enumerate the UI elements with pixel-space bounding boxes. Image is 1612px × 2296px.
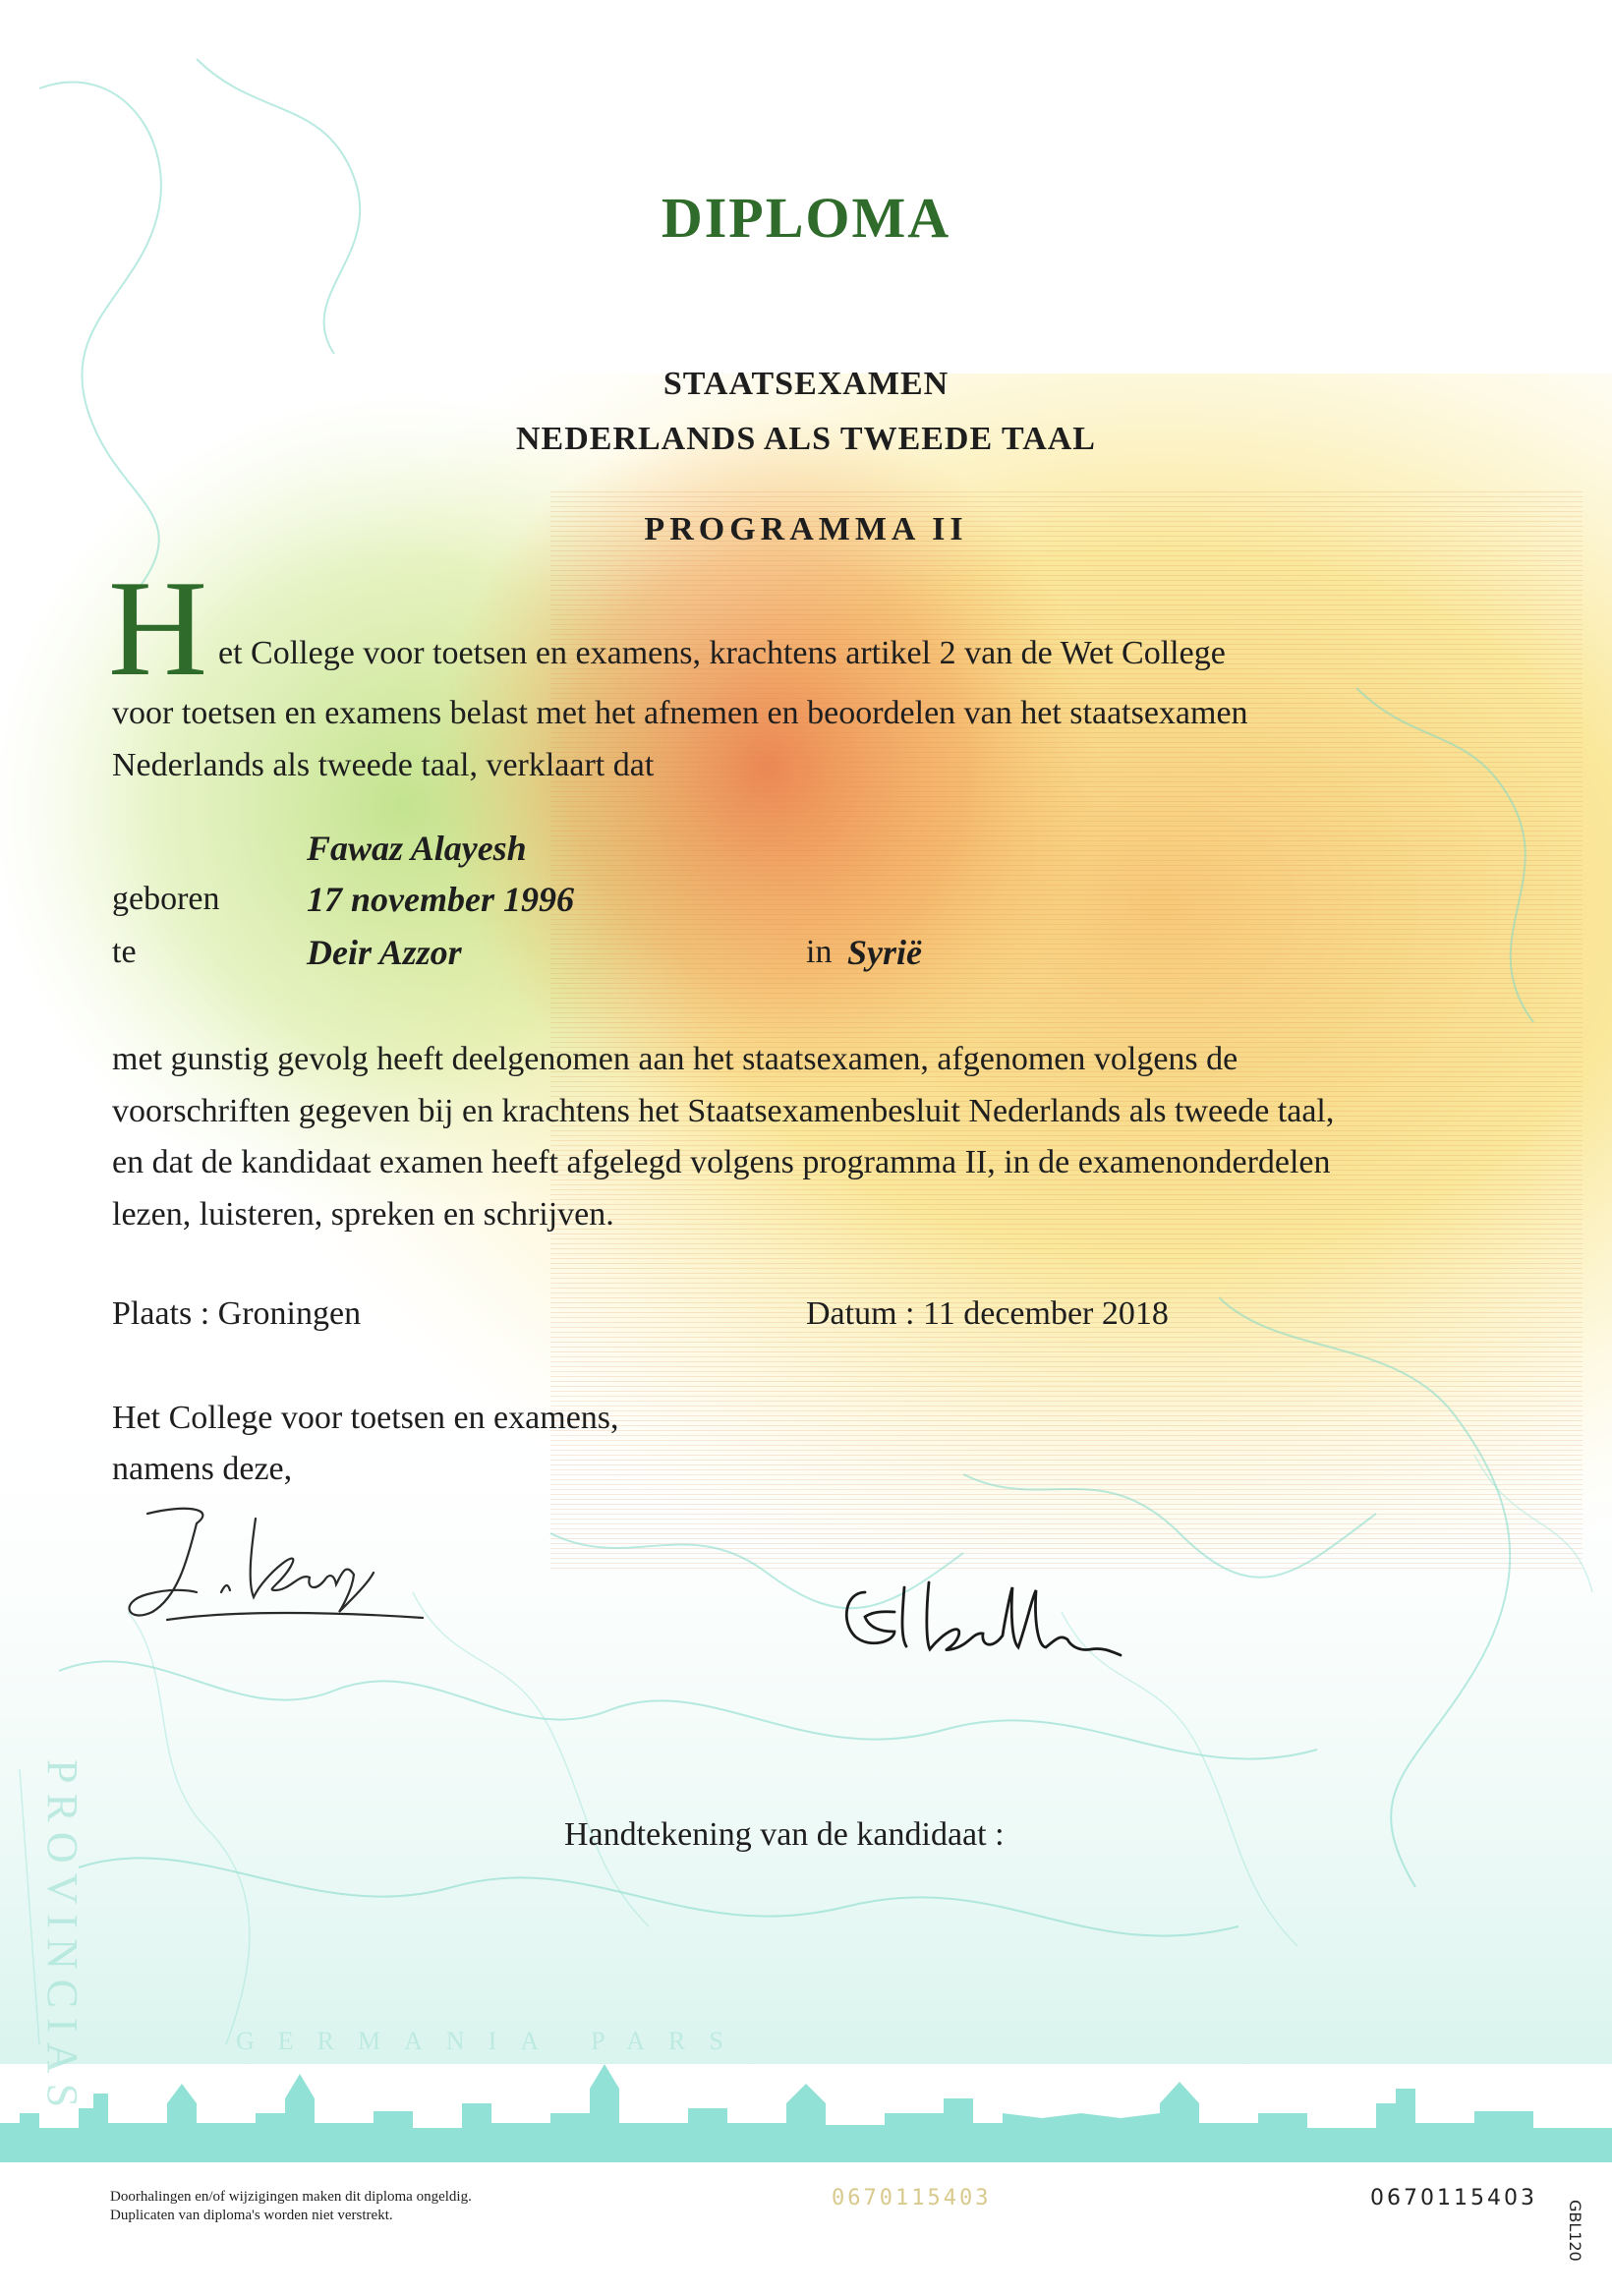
drop-cap-initial: H: [108, 552, 208, 705]
birth-date: 17 november 1996: [307, 880, 574, 919]
serial-number-security: 0670115403: [832, 2186, 992, 2210]
footer-note-line-1: Doorhalingen en/of wijzigingen maken dit diploma ongeldig.: [110, 2189, 472, 2205]
result-line-2: voorschriften gegeven bij en krachtens het Staatsexamenbesluit Nederlands als tweede taal,: [112, 1092, 1335, 1129]
result-line-3: en dat de kandidaat examen heeft afgelegd volgens programma II, in de examenonderdelen: [112, 1144, 1331, 1180]
candidate-name: Fawaz Alayesh: [307, 829, 527, 868]
birth-place: Deir Azzor: [307, 933, 462, 972]
exam-name-line2: NEDERLANDS ALS TWEEDE TAAL: [515, 421, 1096, 457]
skyline-band: [0, 2064, 1612, 2162]
map-text-vertical: PROVINCIAS: [38, 1759, 86, 2118]
signature-official-1: [118, 1504, 442, 1641]
footer-note-line-2: Duplicaten van diploma's worden niet verstrekt.: [110, 2208, 393, 2223]
authority-line-2: namens deze,: [112, 1451, 293, 1487]
authority-line-1: Het College voor toetsen en examens,: [112, 1400, 619, 1436]
birth-country: Syrië: [847, 933, 922, 972]
born-label: geboren: [112, 881, 220, 917]
result-paragraph: [112, 1034, 1488, 1240]
candidate-signature-label: Handtekening van de kandidaat :: [564, 1816, 1005, 1853]
map-text-bottom: GERMANIA PARS: [236, 2027, 747, 2055]
issue-place: Plaats : Groningen: [112, 1295, 362, 1332]
result-line-1: met gunstig gevolg heeft deelgenomen aan het staatsexamen, afgenomen volgens de: [112, 1041, 1238, 1077]
issue-date: Datum : 11 december 2018: [806, 1295, 1169, 1332]
diploma-title: DIPLOMA: [661, 186, 951, 250]
form-code: GBL120: [1566, 2200, 1584, 2262]
footer-note: [110, 2188, 472, 2225]
intro-line-1: et College voor toetsen en examens, krachtens artikel 2 van de Wet College: [218, 635, 1226, 671]
exam-name-line1: STAATSEXAMEN: [662, 366, 950, 402]
result-line-4: lezen, luisteren, spreken en schrijven.: [112, 1195, 614, 1233]
intro-line-2: voor toetsen en examens belast met het afnemen en beoordelen van het staatsexamen: [112, 695, 1248, 731]
signature-official-2: [835, 1563, 1150, 1671]
serial-number: 0670115403: [1370, 2186, 1537, 2210]
programme-label: PROGRAMMA II: [644, 511, 968, 547]
intro-paragraph-rest: [112, 688, 1488, 791]
place-label: te: [112, 934, 137, 970]
country-label: in: [806, 934, 833, 970]
intro-line-3: Nederlands als tweede taal, verklaart dat: [112, 746, 655, 783]
